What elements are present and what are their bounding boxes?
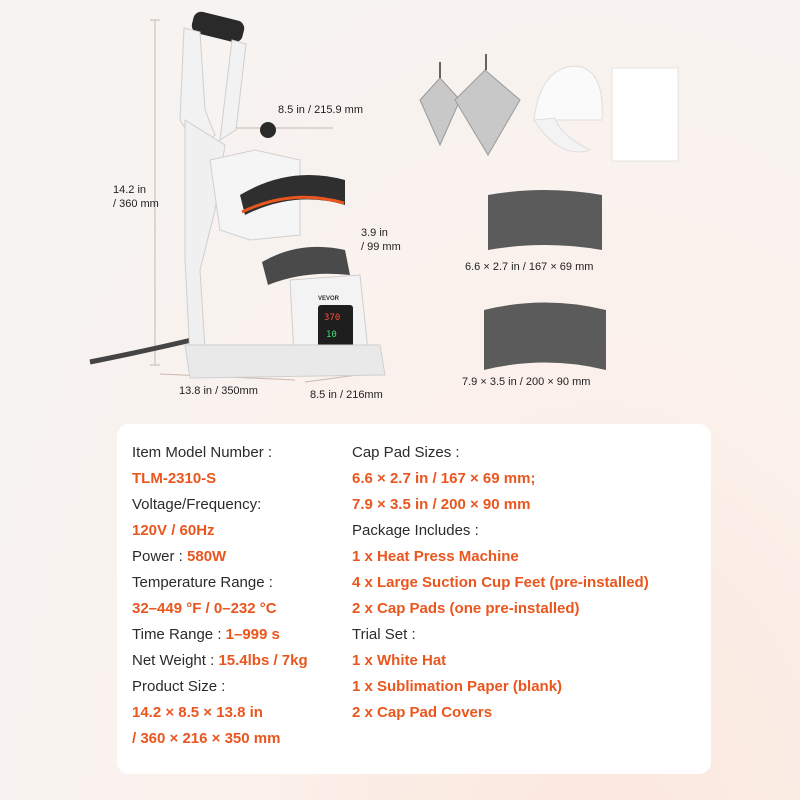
base-depth-label: 13.8 in / 350mm bbox=[179, 385, 258, 397]
spec-line: Trial Set : bbox=[352, 626, 416, 643]
spec-line: 2 x Cap Pads (one pre-installed) bbox=[352, 600, 580, 617]
spec-line: 2 x Cap Pad Covers bbox=[352, 704, 493, 721]
spec-line: 1 x Sublimation Paper (blank) bbox=[352, 678, 563, 695]
svg-text:370: 370 bbox=[324, 313, 341, 323]
height-label: 14.2 in / 360 mm bbox=[113, 184, 159, 210]
spec-line: Power : 580W bbox=[132, 548, 227, 565]
spec-line: Item Model Number : bbox=[132, 444, 273, 461]
cap-pad-cover-small bbox=[420, 62, 460, 145]
spec-line: 1 x White Hat bbox=[352, 652, 447, 669]
spec-line: 32–449 °F / 0–232 °C bbox=[132, 600, 277, 617]
cap-pad-large bbox=[484, 303, 606, 371]
pad-small-label: 6.6 × 2.7 in / 167 × 69 mm bbox=[465, 261, 594, 273]
spec-line: TLM-2310-S bbox=[132, 470, 217, 487]
pressure-knob bbox=[260, 122, 276, 138]
specs-left-column bbox=[132, 440, 308, 752]
power-cord bbox=[90, 338, 200, 362]
platen-depth-label: 3.9 in / 99 mm bbox=[361, 227, 401, 253]
specs-card bbox=[117, 424, 711, 774]
spec-line: Net Weight : 15.4lbs / 7kg bbox=[132, 652, 308, 669]
white-hat bbox=[534, 66, 602, 152]
spec-line: / 360 × 216 × 350 mm bbox=[132, 730, 281, 747]
spec-line: 1 x Heat Press Machine bbox=[352, 548, 519, 565]
press-frame bbox=[185, 120, 225, 355]
spec-line: 14.2 × 8.5 × 13.8 in bbox=[132, 704, 263, 721]
cap-pad-small bbox=[488, 190, 602, 250]
spec-line: Time Range : 1–999 s bbox=[132, 626, 280, 643]
specs-right-column bbox=[352, 440, 649, 726]
spec-line: 6.6 × 2.7 in / 167 × 69 mm; bbox=[352, 470, 536, 487]
spec-line: 7.9 × 3.5 in / 200 × 90 mm bbox=[352, 496, 531, 513]
pad-large-label: 7.9 × 3.5 in / 200 × 90 mm bbox=[462, 376, 591, 388]
spec-line: Package Includes : bbox=[352, 522, 479, 539]
spec-line: Voltage/Frequency: bbox=[132, 496, 262, 513]
spec-line: 120V / 60Hz bbox=[132, 522, 215, 539]
base-width-label: 8.5 in / 216mm bbox=[310, 389, 383, 401]
svg-text:10: 10 bbox=[326, 330, 337, 340]
base-plate bbox=[185, 345, 385, 378]
spec-line: 4 x Large Suction Cup Feet (pre-installed) bbox=[352, 574, 649, 591]
spec-line: Product Size : bbox=[132, 678, 226, 695]
spec-line: Cap Pad Sizes : bbox=[352, 444, 460, 461]
sublimation-paper bbox=[612, 68, 678, 161]
svg-text:VEVOR: VEVOR bbox=[318, 296, 340, 302]
cap-pad-cover-large bbox=[455, 54, 520, 155]
spec-line: Temperature Range : bbox=[132, 574, 273, 591]
platen-width-label: 8.5 in / 215.9 mm bbox=[278, 104, 363, 116]
